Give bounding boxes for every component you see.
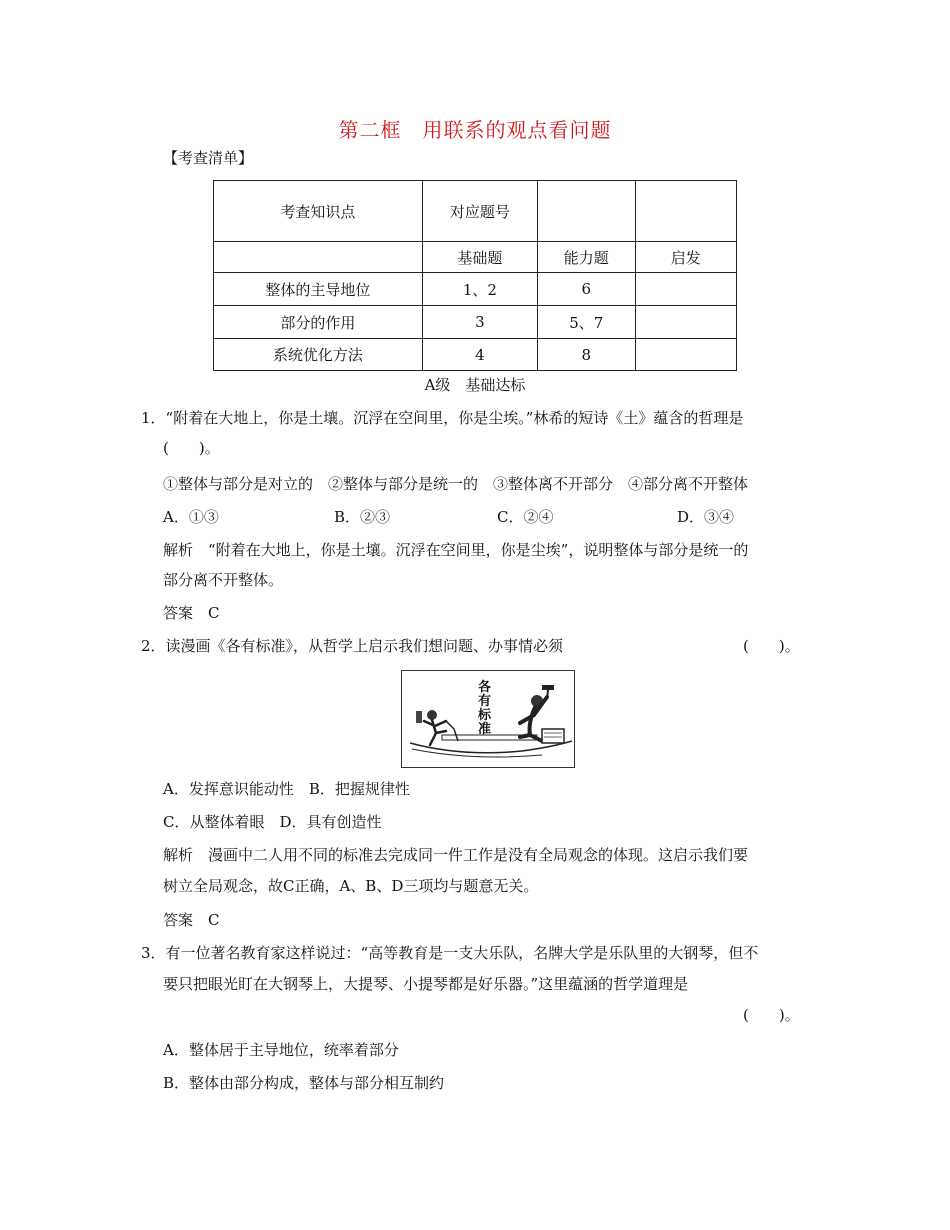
table-cell: 基础题 [422,242,537,273]
q3-stem-line2: 要只把眼光盯在大钢琴上，大提琴、小提琴都是好乐器。”这里蕴涵的哲学道理是 [163,975,689,993]
table-cell [214,242,423,273]
q1-stem-line1: 1．“附着在大地上，你是土壤。沉浮在空间里，你是尘埃。”林希的短诗《土》蕴含的哲理是 [141,409,744,427]
q3-option-a: A．整体居于主导地位，统率着部分 [163,1041,399,1059]
table-cell: 对应题号 [422,181,537,242]
cartoon-caption-char: 标 [478,708,492,723]
table-cell: 5、7 [538,306,636,339]
table-cell: 考查知识点 [214,181,423,242]
table-row [214,306,737,339]
table-cell [538,181,636,242]
q2-answer: 答案 C [163,911,220,929]
q3-option-b: B．整体由部分构成，整体与部分相互制约 [163,1074,445,1092]
table-cell: 6 [538,273,636,306]
table-cell: 系统优化方法 [214,339,423,371]
table-cell: 3 [422,306,537,339]
table-cell [635,339,736,371]
q3-stem-line1: 3．有一位著名教育家这样说过：“高等教育是一支大乐队，名牌大学是乐队里的大钢琴，但不 [141,944,759,962]
q1-analysis-line2: 部分离不开整体。 [163,571,284,589]
q3-blank: ( )。 [743,1006,800,1024]
q2-options-ab: A．发挥意识能动性 B．把握规律性 [163,780,410,798]
q2-stem: 2．读漫画《各有标准》，从哲学上启示我们想问题、办事情必须 [141,637,564,655]
table-cell [635,181,736,242]
table-cell [635,306,736,339]
table-row [214,273,737,306]
cartoon-image [401,670,575,768]
checklist-heading: 【考查清单】 [163,149,254,167]
level-heading: A级 基础达标 [424,376,526,394]
q2-analysis-line1: 解析 漫画中二人用不同的标准去完成同一件工作是没有全局观念的体现。这启示我们要 [163,846,749,864]
table-cell: 8 [538,339,636,371]
page-title: 第二框 用联系的观点看问题 [338,118,612,142]
checklist-table [213,180,737,371]
cartoon-caption-char: 准 [478,722,492,737]
q1-option-d: D．③④ [677,508,735,526]
table-cell: 部分的作用 [214,306,423,339]
table-row [214,339,737,371]
cartoon-caption-char: 有 [478,694,492,709]
table-cell: 启发 [635,242,736,273]
table-header-row-1 [214,181,737,242]
q1-option-a: A．①③ [163,508,219,526]
table-header-row-2 [214,242,737,273]
q1-statements: ①整体与部分是对立的 ②整体与部分是统一的 ③整体离不开部分 ④部分离不开整体 [163,475,749,493]
table-cell: 4 [422,339,537,371]
cartoon-caption-char: 各 [478,680,492,695]
table-cell: 整体的主导地位 [214,273,423,306]
q1-answer: 答案 C [163,604,220,622]
q1-analysis-line1: 解析 “附着在大地上，你是土壤。沉浮在空间里，你是尘埃”，说明整体与部分是统一的 [163,541,749,559]
q2-analysis-line2: 树立全局观念，故C正确，A、B、D三项均与题意无关。 [163,877,539,895]
q2-options-cd: C．从整体着眼 D．具有创造性 [163,813,382,831]
table-cell: 1、2 [422,273,537,306]
q1-option-c: C．②④ [497,508,554,526]
cartoon-caption [478,681,491,737]
q2-blank: ( )。 [743,637,800,655]
q1-option-b: B．②③ [334,508,391,526]
q1-stem-line2: ( )。 [163,439,220,457]
table-cell [635,273,736,306]
table-cell: 能力题 [538,242,636,273]
